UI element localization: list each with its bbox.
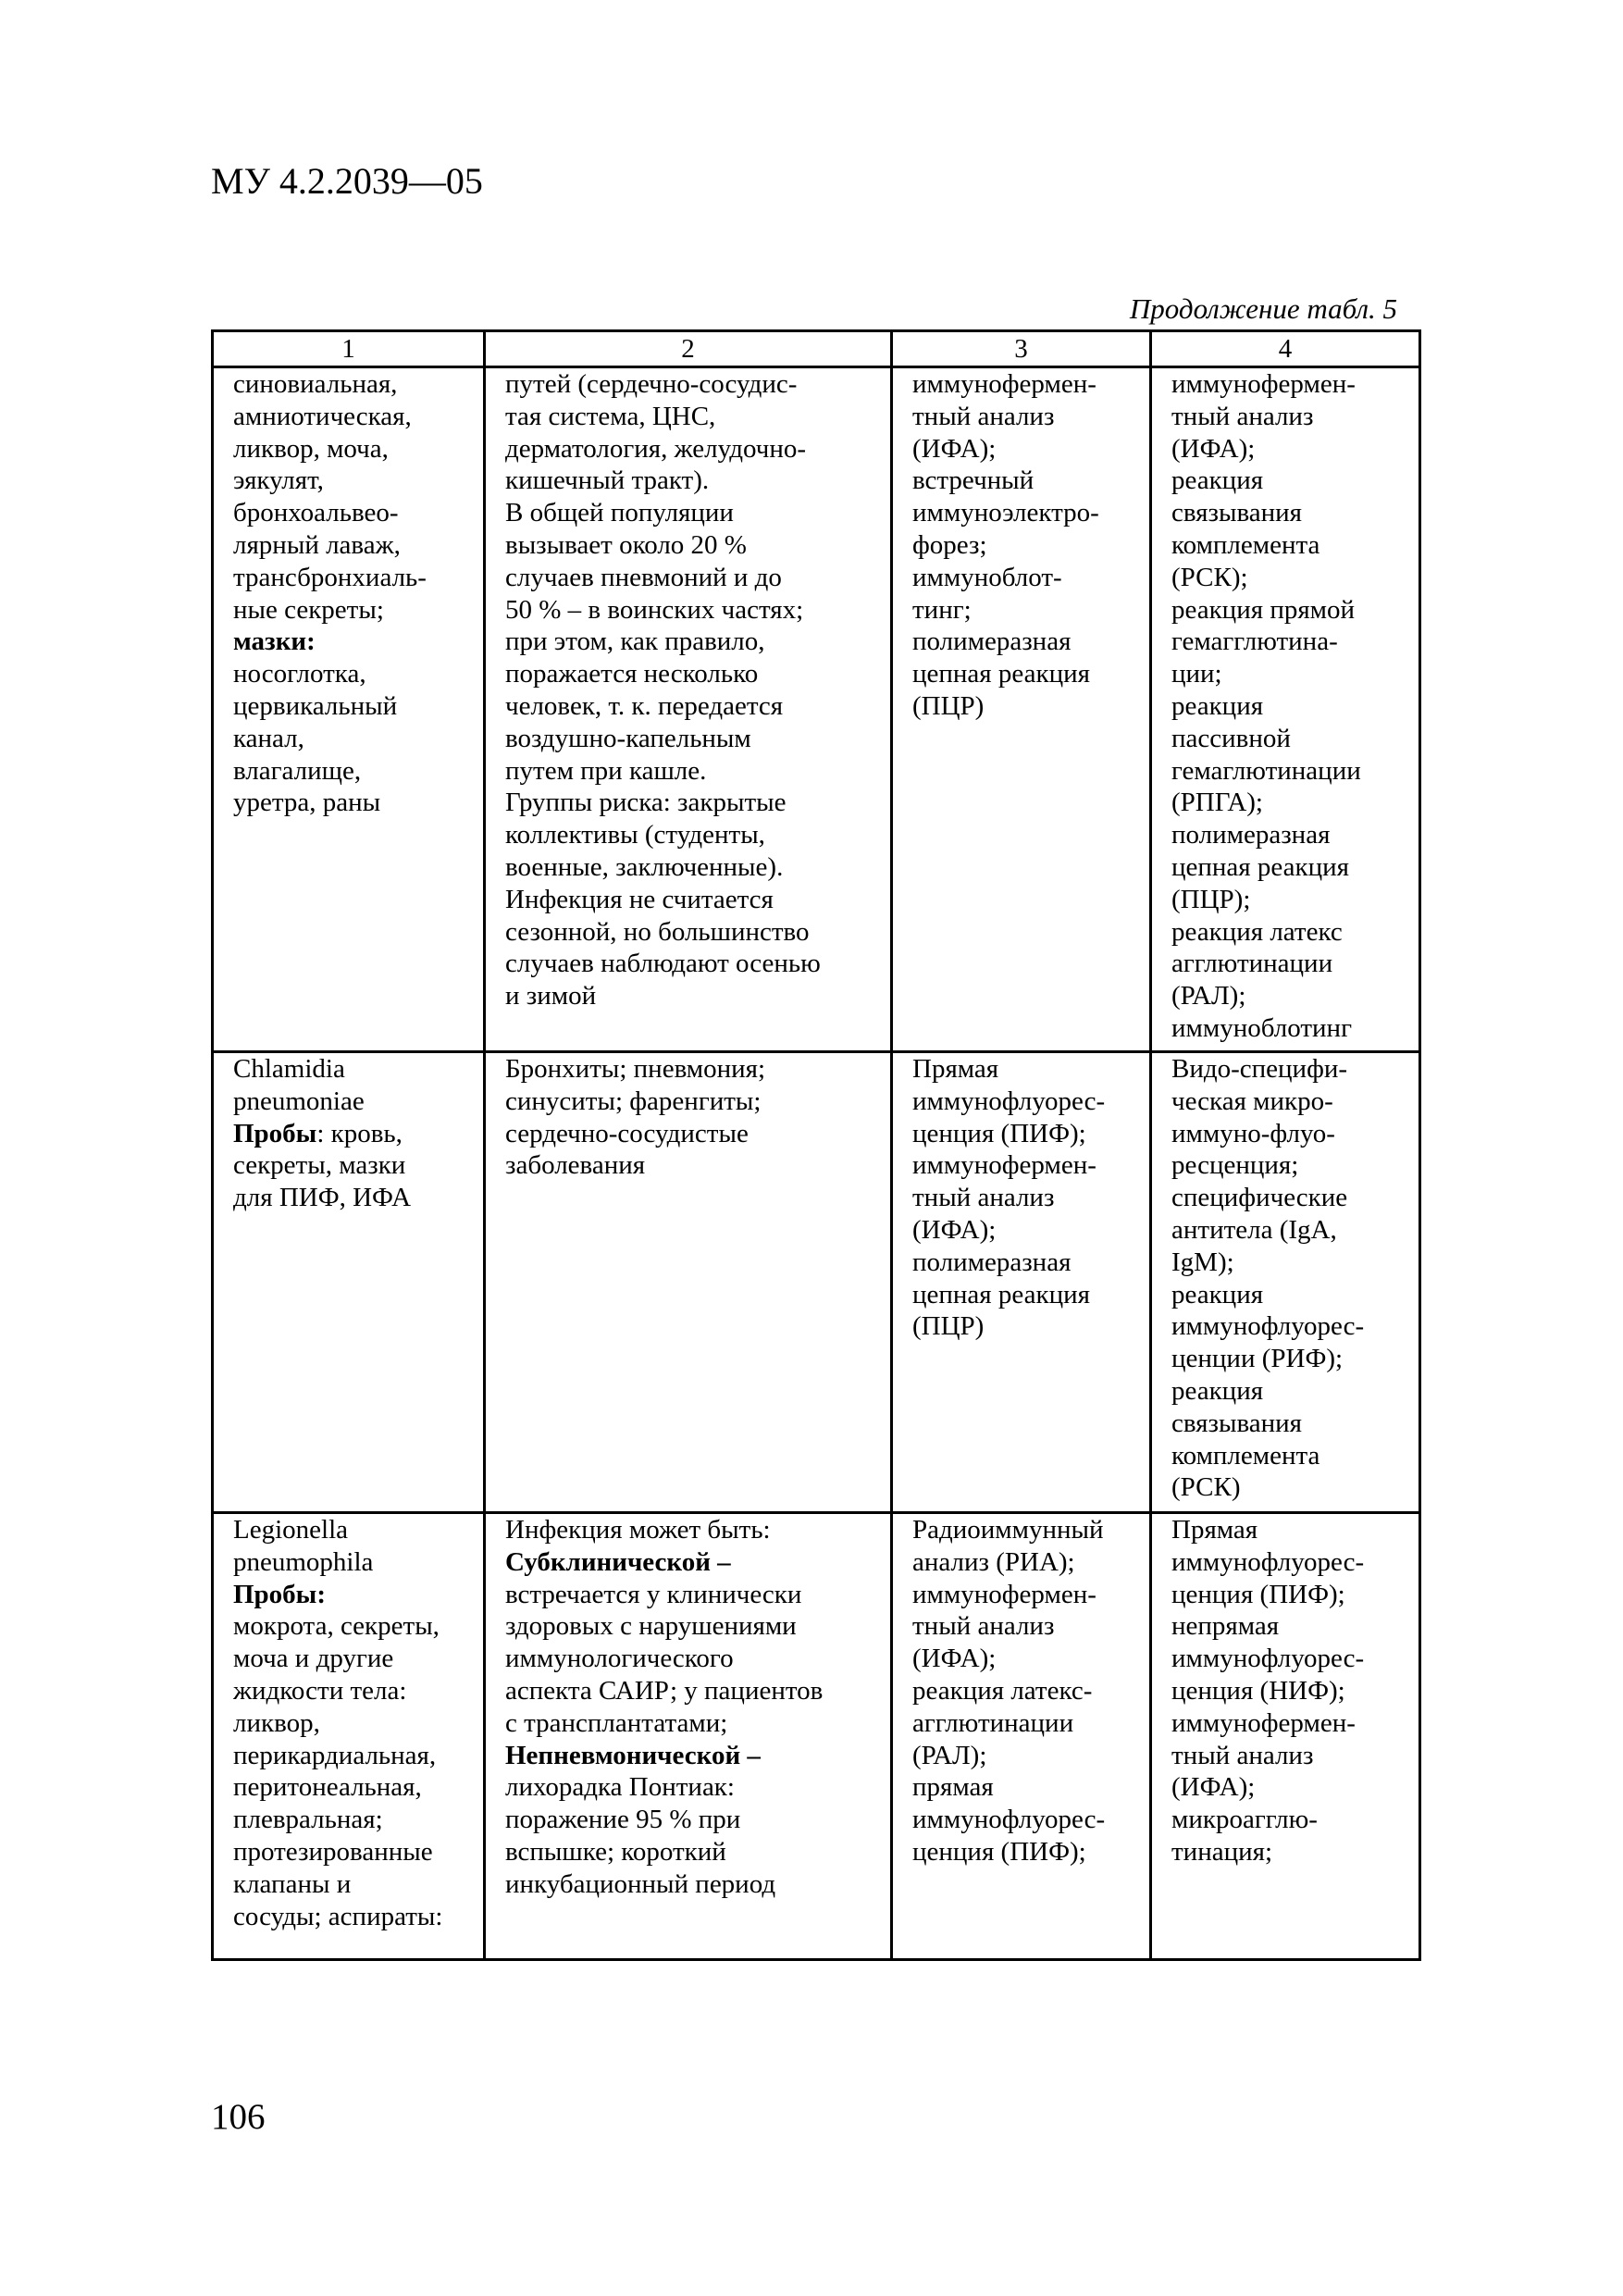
cell-text-line: комплемента bbox=[1171, 1440, 1320, 1471]
cell-text-line: (ПЦР) bbox=[912, 690, 985, 721]
cell-text-line: человек, т. к. передается bbox=[505, 690, 784, 721]
cell-text-line: (РПГА); bbox=[1171, 788, 1263, 818]
cell-text-line: иммунофермен- bbox=[912, 369, 1096, 399]
cell-text-line: иммунофлуорес- bbox=[1171, 1644, 1365, 1674]
cell-text-line: случаев пневмоний и до bbox=[505, 562, 782, 592]
cell-text-line: амниотическая, bbox=[233, 401, 412, 431]
cell-lines bbox=[486, 1053, 890, 1182]
table-header-row bbox=[213, 331, 1420, 367]
cell-text-line: специфические bbox=[1171, 1183, 1348, 1213]
cell-text-line: непрямая bbox=[1171, 1611, 1280, 1642]
cell-text-line: связывания bbox=[1171, 1408, 1303, 1438]
cell-text-line: иммуно-флуо- bbox=[1171, 1118, 1335, 1148]
cell-text-line: поражение 95 % при bbox=[505, 1805, 741, 1835]
cell-text-line: тный анализ bbox=[912, 1183, 1055, 1213]
cell-text-line: встречный bbox=[912, 465, 1035, 496]
cell-text-line: иммуноблот- bbox=[912, 562, 1062, 592]
cell-text-line: аспекта САИР; у пациентов bbox=[505, 1675, 824, 1706]
column-number: 3 bbox=[892, 331, 1151, 367]
cell-text-line: тая система, ЦНС, bbox=[505, 401, 716, 431]
cell-text-line: бронхоальвео- bbox=[233, 498, 399, 528]
cell-text-line: форез; bbox=[912, 529, 987, 560]
cell-text-line: вспышке; короткий bbox=[505, 1836, 726, 1867]
cell-text-line: при этом, как правило, bbox=[505, 627, 765, 657]
cell-text-line: жидкости тела: bbox=[233, 1675, 407, 1706]
cell-lines bbox=[1152, 368, 1419, 1045]
cell-text-line: (ПЦР) bbox=[912, 1311, 985, 1342]
table-cell bbox=[485, 367, 892, 1052]
cell-text-line: IgM); bbox=[1171, 1247, 1234, 1277]
cell-lines bbox=[1152, 1514, 1419, 1868]
cell-text-line: путей (сердечно-сосудис- bbox=[505, 369, 798, 399]
cell-text-line: и зимой bbox=[505, 981, 597, 1011]
cell-text-line: лярный лаваж, bbox=[233, 529, 401, 560]
cell-text-line: секреты, мазки bbox=[233, 1150, 406, 1181]
cell-text-line: реакция bbox=[1171, 465, 1264, 496]
cell-text-line: реакция латекс bbox=[1171, 916, 1343, 947]
cell-text-line: pneumophila bbox=[233, 1546, 374, 1577]
table-cell bbox=[892, 367, 1151, 1052]
probes-label: Пробы bbox=[233, 1118, 317, 1148]
cell-text-line: цепная реакция bbox=[1171, 851, 1349, 882]
table-cell bbox=[213, 1513, 485, 1960]
cell-text-line: В общей популяции bbox=[505, 498, 734, 528]
cell-text-line: плевральная; bbox=[233, 1805, 383, 1835]
bold-label: Непневмонической – bbox=[505, 1740, 761, 1770]
cell-text-line: цепная реакция bbox=[912, 659, 1090, 689]
cell-text-line: заболевания bbox=[505, 1150, 646, 1181]
bold-label: Субклинической – bbox=[505, 1546, 731, 1577]
cell-lines bbox=[486, 368, 890, 1012]
page-number: 106 bbox=[211, 2097, 266, 2137]
cell-text-line: протезированные bbox=[233, 1836, 433, 1867]
cell-text-line: сердечно-сосудистые bbox=[505, 1118, 749, 1148]
cell-text-line: вызывает около 20 % bbox=[505, 529, 747, 560]
cell-text-line: агглютинации bbox=[912, 1707, 1074, 1738]
cell-text-line: pneumoniae bbox=[233, 1086, 365, 1116]
cell-text-line: 50 % – в воинских частях; bbox=[505, 594, 804, 625]
cell-text-line: синуситы; фаренгиты; bbox=[505, 1086, 762, 1116]
cell-text-line: полимеразная bbox=[912, 1247, 1072, 1277]
document-code: МУ 4.2.2039—05 bbox=[211, 160, 483, 202]
cell-text-line: цервикальный bbox=[233, 690, 398, 721]
cell-lines bbox=[214, 1514, 483, 1579]
cell-text-line: путем при кашле. bbox=[505, 755, 707, 786]
cell-text-line: ценция (НИФ); bbox=[1171, 1675, 1345, 1706]
cell-text-line: иммунофлуорес- bbox=[1171, 1546, 1365, 1577]
cell-text-line: клапаны и bbox=[233, 1868, 352, 1899]
cell-lines bbox=[214, 368, 483, 626]
cell-text-line: агглютинации bbox=[1171, 949, 1333, 979]
cell-text-line: канал, bbox=[233, 723, 304, 753]
bold-label: мазки: bbox=[233, 627, 316, 657]
cell-text-line: (ИФА); bbox=[1171, 1772, 1256, 1803]
cell-text-line: военные, заключенные). bbox=[505, 851, 784, 882]
cell-text-line: влагалище, bbox=[233, 755, 362, 786]
table-cell bbox=[485, 1513, 892, 1960]
cell-text-line: (РАЛ); bbox=[1171, 981, 1246, 1011]
cell-text-line: поражается несколько bbox=[505, 659, 759, 689]
cell-text-line: Инфекция может быть: bbox=[505, 1515, 771, 1545]
cell-text-line: случаев наблюдают осенью bbox=[505, 949, 821, 979]
cell-text-line: ресценция; bbox=[1171, 1150, 1299, 1181]
cell-text-line: микроагглю- bbox=[1171, 1805, 1318, 1835]
table-cell bbox=[1151, 1513, 1420, 1960]
cell-text-line: реакция прямой bbox=[1171, 594, 1356, 625]
cell-text-line: тный анализ bbox=[912, 1611, 1055, 1642]
cell-text-line: пассивной bbox=[1171, 723, 1291, 753]
cell-text-line: дерматология, желудочно- bbox=[505, 433, 807, 464]
cell-text-line: связывания bbox=[1171, 498, 1303, 528]
cell-text-line: для ПИФ, ИФА bbox=[233, 1183, 412, 1213]
cell-text-line: Chlamidia bbox=[233, 1054, 345, 1084]
cell-lines bbox=[486, 1771, 890, 1900]
table-cell bbox=[485, 1052, 892, 1513]
cell-text-line: трансбронхиаль- bbox=[233, 562, 427, 592]
column-number: 1 bbox=[213, 331, 485, 367]
cell-text-line: антитела (IgA, bbox=[1171, 1214, 1337, 1245]
probes-text: : кровь, bbox=[316, 1118, 403, 1148]
cell-text-line: (ИФА); bbox=[912, 1214, 997, 1245]
column-number: 4 bbox=[1151, 331, 1420, 367]
cell-text-line: полимеразная bbox=[912, 627, 1072, 657]
cell-text-line: ценции (РИФ); bbox=[1171, 1344, 1344, 1374]
cell-text-line: иммунофлуорес- bbox=[912, 1805, 1106, 1835]
cell-text-line: реакция bbox=[1171, 690, 1264, 721]
cell-text-line: инкубационный период bbox=[505, 1868, 776, 1899]
cell-text-line: Прямая bbox=[1171, 1515, 1258, 1545]
cell-text-line: Инфекция не считается bbox=[505, 884, 774, 914]
cell-lines bbox=[214, 1149, 483, 1214]
cell-text-line: сезонной, но большинство bbox=[505, 916, 810, 947]
table-cell bbox=[892, 1052, 1151, 1513]
cell-text-line: мокрота, секреты, bbox=[233, 1611, 440, 1642]
cell-text-line: (ИФА); bbox=[912, 433, 997, 464]
cell-lines bbox=[1152, 1053, 1419, 1504]
cell-text-line: ценция (ПИФ); bbox=[1171, 1579, 1345, 1609]
cell-text-line: Бронхиты; пневмония; bbox=[505, 1054, 766, 1084]
cell-lines bbox=[214, 1053, 483, 1118]
cell-text-line: реакция bbox=[1171, 1375, 1264, 1406]
cell-text-line: иммунофермен- bbox=[912, 1579, 1096, 1609]
cell-text-line: полимеразная bbox=[1171, 820, 1331, 850]
cell-text-line: Видо-специфи- bbox=[1171, 1054, 1348, 1084]
cell-text-line: реакция bbox=[1171, 1279, 1264, 1309]
cell-text-line: тный анализ bbox=[912, 401, 1055, 431]
cell-text-line: синовиальная, bbox=[233, 369, 398, 399]
cell-text-line: тинация; bbox=[1171, 1836, 1273, 1867]
cell-text-line: здоровых с нарушениями bbox=[505, 1611, 797, 1642]
cell-text-line: с трансплантатами; bbox=[505, 1707, 728, 1738]
cell-text-line: цепная реакция bbox=[912, 1279, 1090, 1309]
cell-text-line: (РАЛ); bbox=[912, 1740, 987, 1770]
cell-text-line: тный анализ bbox=[1171, 401, 1314, 431]
cell-text-line: перитонеальная, bbox=[233, 1772, 422, 1803]
cell-text-line: иммунологического bbox=[505, 1644, 734, 1674]
cell-text-line: Радиоиммунный bbox=[912, 1515, 1104, 1545]
cell-text-line: иммунофлуорес- bbox=[912, 1086, 1106, 1116]
cell-lines bbox=[214, 1610, 483, 1932]
cell-text-line: Прямая bbox=[912, 1054, 999, 1084]
table-continuation-label: Продолжение табл. 5 bbox=[1129, 292, 1397, 325]
cell-text-line: носоглотка, bbox=[233, 659, 366, 689]
cell-text-line: комплемента bbox=[1171, 529, 1320, 560]
cell-text-line: ческая микро- bbox=[1171, 1086, 1333, 1116]
cell-text-line: иммунофермен- bbox=[912, 1150, 1096, 1181]
table-row bbox=[213, 1513, 1420, 1960]
cell-text-line: иммунофермен- bbox=[1171, 369, 1356, 399]
cell-text-line: гемаглютинации bbox=[1171, 755, 1361, 786]
cell-text-line: воздушно-капельным bbox=[505, 723, 751, 753]
table-row bbox=[213, 367, 1420, 1052]
cell-lines bbox=[486, 1579, 890, 1740]
cell-text-line: гемагглютина- bbox=[1171, 627, 1338, 657]
cell-text-line: тинг; bbox=[912, 594, 972, 625]
table-cell bbox=[892, 1513, 1151, 1960]
cell-text-line: ценция (ПИФ); bbox=[912, 1118, 1086, 1148]
cell-lines bbox=[214, 658, 483, 819]
cell-text-line: (РСК); bbox=[1171, 562, 1248, 592]
cell-text-line: реакция латекс- bbox=[912, 1675, 1093, 1706]
table-cell bbox=[213, 367, 485, 1052]
cell-text-line: ценция (ПИФ); bbox=[912, 1836, 1086, 1867]
table-row bbox=[213, 1052, 1420, 1513]
results-table bbox=[211, 329, 1421, 1961]
cell-text-line: анализ (РИА); bbox=[912, 1546, 1075, 1577]
cell-text-line: ликвор, bbox=[233, 1707, 320, 1738]
cell-text-line: ции; bbox=[1171, 659, 1222, 689]
cell-text-line: моча и другие bbox=[233, 1644, 394, 1674]
table-cell bbox=[1151, 1052, 1420, 1513]
cell-text-line: иммуноблотинг bbox=[1171, 1012, 1352, 1043]
cell-text-line: иммунофермен- bbox=[1171, 1707, 1356, 1738]
cell-lines bbox=[893, 1053, 1149, 1343]
cell-text-line: ликвор, моча, bbox=[233, 433, 389, 464]
cell-text-line: сосуды; аспираты: bbox=[233, 1901, 443, 1931]
cell-text-line: Группы риска: закрытые bbox=[505, 788, 787, 818]
cell-lines bbox=[893, 1514, 1149, 1868]
cell-text-line: коллективы (студенты, bbox=[505, 820, 765, 850]
cell-text-line: иммуноэлектро- bbox=[912, 498, 1099, 528]
cell-text-line: иммунофлуорес- bbox=[1171, 1311, 1365, 1342]
table-cell bbox=[1151, 367, 1420, 1052]
cell-text-line: эякулят, bbox=[233, 465, 324, 496]
cell-text-line: кишечный тракт). bbox=[505, 465, 710, 496]
cell-text-line: встречается у клинически bbox=[505, 1579, 802, 1609]
cell-text-line: лихорадка Понтиак: bbox=[505, 1772, 735, 1803]
cell-text-line: (РСК) bbox=[1171, 1472, 1241, 1503]
cell-text-line: (ПЦР); bbox=[1171, 884, 1251, 914]
bold-label: Пробы: bbox=[233, 1579, 326, 1609]
cell-text-line: тный анализ bbox=[1171, 1740, 1314, 1770]
table-cell bbox=[213, 1052, 485, 1513]
cell-text-line: перикардиальная, bbox=[233, 1740, 437, 1770]
cell-text-line: (ИФА); bbox=[912, 1644, 997, 1674]
cell-text-line: ные секреты; bbox=[233, 594, 384, 625]
column-number: 2 bbox=[485, 331, 892, 367]
cell-text-line: прямая bbox=[912, 1772, 994, 1803]
cell-text-line: Legionella bbox=[233, 1515, 349, 1545]
cell-text-line: уретра, раны bbox=[233, 788, 381, 818]
cell-text-line: (ИФА); bbox=[1171, 433, 1256, 464]
cell-lines bbox=[893, 368, 1149, 723]
